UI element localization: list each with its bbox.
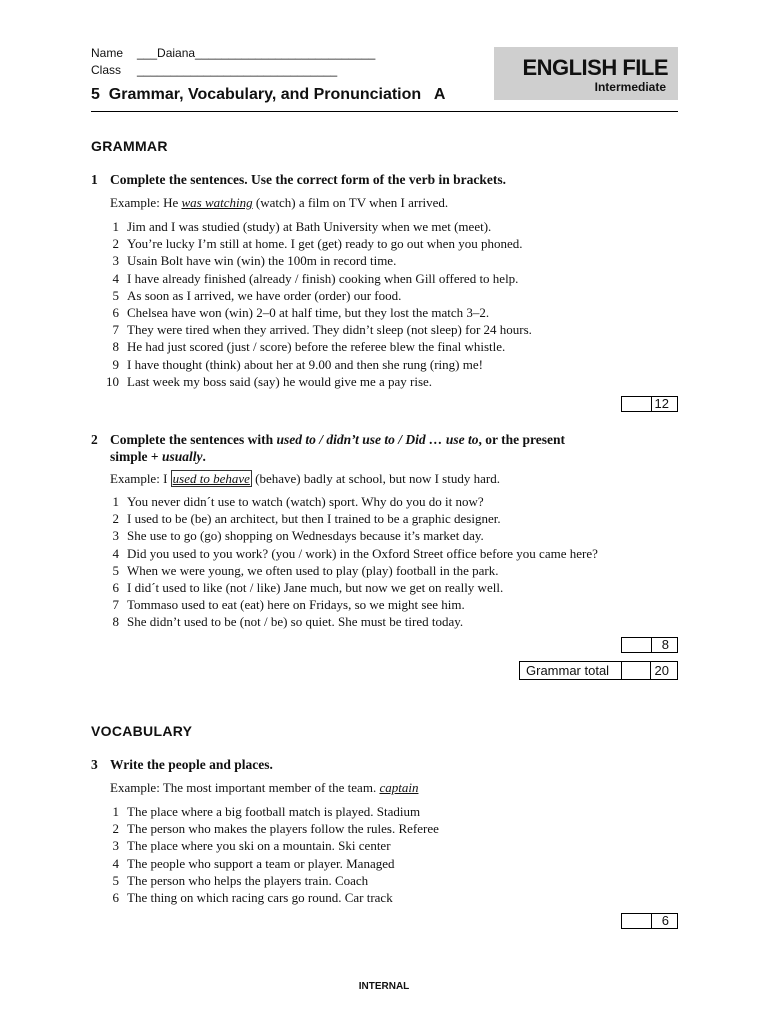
item-number: 8 bbox=[112, 614, 119, 630]
item-number: 2 bbox=[112, 511, 119, 527]
item-answer[interactable]: The thing on which racing cars go round. Car track bbox=[127, 889, 393, 905]
item-number: 6 bbox=[112, 304, 119, 320]
q3-number: 3 bbox=[91, 757, 98, 772]
unit-title: Grammar, Vocabulary, and Pronunciation bbox=[108, 86, 422, 103]
list-item bbox=[99, 252, 532, 269]
name-label: Name bbox=[91, 46, 124, 60]
list-item bbox=[99, 855, 439, 872]
brand-title: ENGLISH FILE bbox=[522, 55, 668, 80]
item-answer[interactable]: Usain Bolt have win (win) the 100m in record time. bbox=[127, 253, 397, 269]
test-version: A bbox=[433, 86, 446, 103]
q2-example-answer: used to behave bbox=[172, 471, 250, 486]
item-number: 4 bbox=[112, 270, 119, 286]
q1-instruction bbox=[91, 172, 506, 188]
q2-score-box bbox=[621, 637, 678, 653]
list-item bbox=[99, 872, 439, 889]
list-item bbox=[99, 579, 598, 596]
item-answer[interactable]: The place where a big football match is played. Stadium bbox=[127, 804, 421, 819]
item-answer[interactable]: Jim and I was studied (study) at Bath University when we met (meet). bbox=[127, 219, 492, 234]
q1-score-blank[interactable] bbox=[622, 397, 652, 411]
q2-instruction-b: used to / didn’t use to / Did … use to bbox=[276, 432, 479, 447]
class-label: Class bbox=[91, 63, 122, 77]
list-item bbox=[99, 527, 598, 544]
q2-instruction-f: . bbox=[202, 449, 206, 464]
list-item bbox=[99, 218, 532, 235]
q2-list bbox=[99, 493, 598, 631]
vocabulary-heading: VOCABULARY bbox=[91, 723, 193, 739]
item-number: 5 bbox=[112, 872, 119, 888]
q3-instruction bbox=[91, 757, 273, 773]
item-answer[interactable]: Last week my boss said (say) he would give me a pay rise. bbox=[127, 373, 433, 389]
q2-instruction bbox=[91, 431, 651, 465]
list-item bbox=[99, 562, 598, 579]
list-item bbox=[99, 493, 598, 510]
q3-instruction-text: Write the people and places. bbox=[110, 757, 273, 772]
item-number: 10 bbox=[106, 373, 119, 389]
item-answer[interactable]: The people who support a team or player. Managed bbox=[127, 855, 395, 871]
q2-score: 8 bbox=[661, 637, 669, 652]
item-number: 7 bbox=[112, 597, 119, 613]
q2-example-prefix: Example: I bbox=[110, 471, 171, 486]
item-number: 6 bbox=[112, 889, 119, 905]
item-answer[interactable]: Chelsea have won (win) 2–0 at half time, but they lost the match 3–2. bbox=[127, 304, 490, 320]
header-divider bbox=[91, 111, 678, 112]
item-answer[interactable]: I have thought (think) about her at 9.00 and then she rung (ring) me! bbox=[127, 356, 483, 372]
list-item bbox=[99, 338, 532, 355]
item-number: 5 bbox=[112, 562, 119, 578]
q1-number: 1 bbox=[91, 172, 98, 187]
unit-number: 5 bbox=[91, 86, 100, 103]
list-item bbox=[99, 356, 532, 373]
grammar-total-label: Grammar total bbox=[526, 663, 610, 678]
q2-example-suffix: (behave) badly at school, but now I study hard. bbox=[251, 471, 500, 486]
page-title bbox=[91, 86, 445, 104]
list-item bbox=[99, 837, 439, 854]
list-item bbox=[99, 613, 598, 630]
q1-example bbox=[110, 195, 448, 211]
list-item bbox=[99, 287, 532, 304]
item-answer[interactable]: I used to be (be) an architect, but then I trained to be a graphic designer. bbox=[127, 511, 501, 527]
q1-example-prefix: Example: He bbox=[110, 195, 182, 210]
english-file-logo bbox=[494, 47, 678, 100]
list-item bbox=[99, 235, 532, 252]
item-answer[interactable]: They were tired when they arrived. They didn’t sleep (not sleep) for 24 hours. bbox=[127, 322, 532, 338]
item-answer[interactable]: I have already finished (already / finish) cooking when Gill offered to help. bbox=[127, 270, 519, 286]
item-number: 4 bbox=[112, 855, 119, 871]
item-number: 7 bbox=[112, 322, 119, 338]
list-item bbox=[99, 803, 439, 820]
item-answer[interactable]: Did you used to you work? (you / work) in the Oxford Street office before you came here? bbox=[127, 545, 598, 561]
list-item bbox=[99, 596, 598, 613]
grammar-total-value: 20 bbox=[654, 663, 669, 678]
item-number: 1 bbox=[112, 804, 119, 819]
q1-example-answer: was watching bbox=[181, 195, 253, 210]
item-answer[interactable]: The person who helps the players train. Coach bbox=[127, 872, 369, 888]
q2-instruction-c: , or the present bbox=[478, 432, 566, 447]
item-answer[interactable]: She use to go (go) shopping on Wednesdays because it’s market day. bbox=[127, 528, 484, 544]
list-item bbox=[99, 321, 532, 338]
q1-instruction-text: Complete the sentences. Use the correct form of the verb in brackets. bbox=[110, 172, 507, 187]
list-item bbox=[99, 510, 598, 527]
q3-example-prefix: Example: The most important member of the team. bbox=[110, 780, 380, 795]
q2-example bbox=[110, 471, 500, 487]
item-number: 1 bbox=[112, 494, 119, 509]
grammar-total-box bbox=[519, 661, 678, 680]
brand-level: Intermediate bbox=[594, 80, 666, 94]
item-number: 9 bbox=[112, 356, 119, 372]
item-answer[interactable]: She didn’t used to be (not / be) so quiet. She must be tired today. bbox=[127, 614, 464, 630]
item-number: 3 bbox=[112, 253, 119, 269]
q1-score: 12 bbox=[654, 396, 669, 411]
footer-label: INTERNAL bbox=[358, 981, 410, 992]
list-item bbox=[99, 373, 532, 390]
q2-score-blank[interactable] bbox=[622, 638, 652, 652]
item-number: 2 bbox=[112, 236, 119, 252]
q2-instruction-d: simple + bbox=[110, 449, 162, 464]
q2-number: 2 bbox=[91, 432, 98, 447]
item-answer[interactable]: He had just scored (just / score) before the referee blew the final whistle. bbox=[127, 339, 506, 355]
item-number: 8 bbox=[112, 339, 119, 355]
q2-instruction-e: usually bbox=[161, 449, 203, 464]
list-item bbox=[99, 270, 532, 287]
item-answer[interactable]: The place where you ski on a mountain. Ski center bbox=[127, 838, 391, 854]
q3-score-box bbox=[621, 913, 678, 929]
list-item bbox=[99, 820, 439, 837]
q3-example bbox=[110, 780, 418, 796]
class-field[interactable]: ______________________________ bbox=[137, 63, 338, 77]
q1-score-box bbox=[621, 396, 678, 412]
item-number: 6 bbox=[112, 579, 119, 595]
item-answer[interactable]: As soon as I arrived, we have order (order) our food. bbox=[127, 287, 402, 303]
item-answer[interactable]: When we were young, we often used to play (play) football in the park. bbox=[127, 562, 499, 578]
item-number: 5 bbox=[112, 287, 119, 303]
list-item bbox=[99, 889, 439, 906]
item-number: 3 bbox=[112, 528, 119, 544]
q3-score-blank[interactable] bbox=[622, 914, 652, 928]
q2-instruction-a: Complete the sentences with bbox=[110, 432, 277, 447]
item-answer[interactable]: Tommaso used to eat (eat) here on Fridays, so we might see him. bbox=[127, 597, 465, 613]
item-answer[interactable]: You never didn´t use to watch (watch) sport. Why do you do it now? bbox=[127, 494, 484, 509]
item-number: 2 bbox=[112, 821, 119, 837]
q1-list bbox=[99, 218, 532, 390]
item-number: 3 bbox=[112, 838, 119, 854]
item-number: 4 bbox=[112, 545, 119, 561]
q3-score: 6 bbox=[661, 913, 669, 928]
q3-list bbox=[99, 803, 439, 906]
item-answer[interactable]: The person who makes the players follow the rules. Referee bbox=[127, 821, 439, 837]
name-field[interactable]: ___Daiana___________________________ bbox=[137, 46, 376, 60]
item-number: 1 bbox=[112, 219, 119, 234]
list-item bbox=[99, 545, 598, 562]
q1-example-suffix: (watch) a film on TV when I arrived. bbox=[252, 195, 449, 210]
q3-example-answer: captain bbox=[379, 780, 419, 795]
item-answer[interactable]: You’re lucky I’m still at home. I get (get) ready to go out when you phoned. bbox=[127, 236, 523, 252]
list-item bbox=[99, 304, 532, 321]
grammar-heading: GRAMMAR bbox=[91, 138, 168, 154]
item-answer[interactable]: I did´t used to like (not / like) Jane much, but now we get on really well. bbox=[127, 579, 504, 595]
